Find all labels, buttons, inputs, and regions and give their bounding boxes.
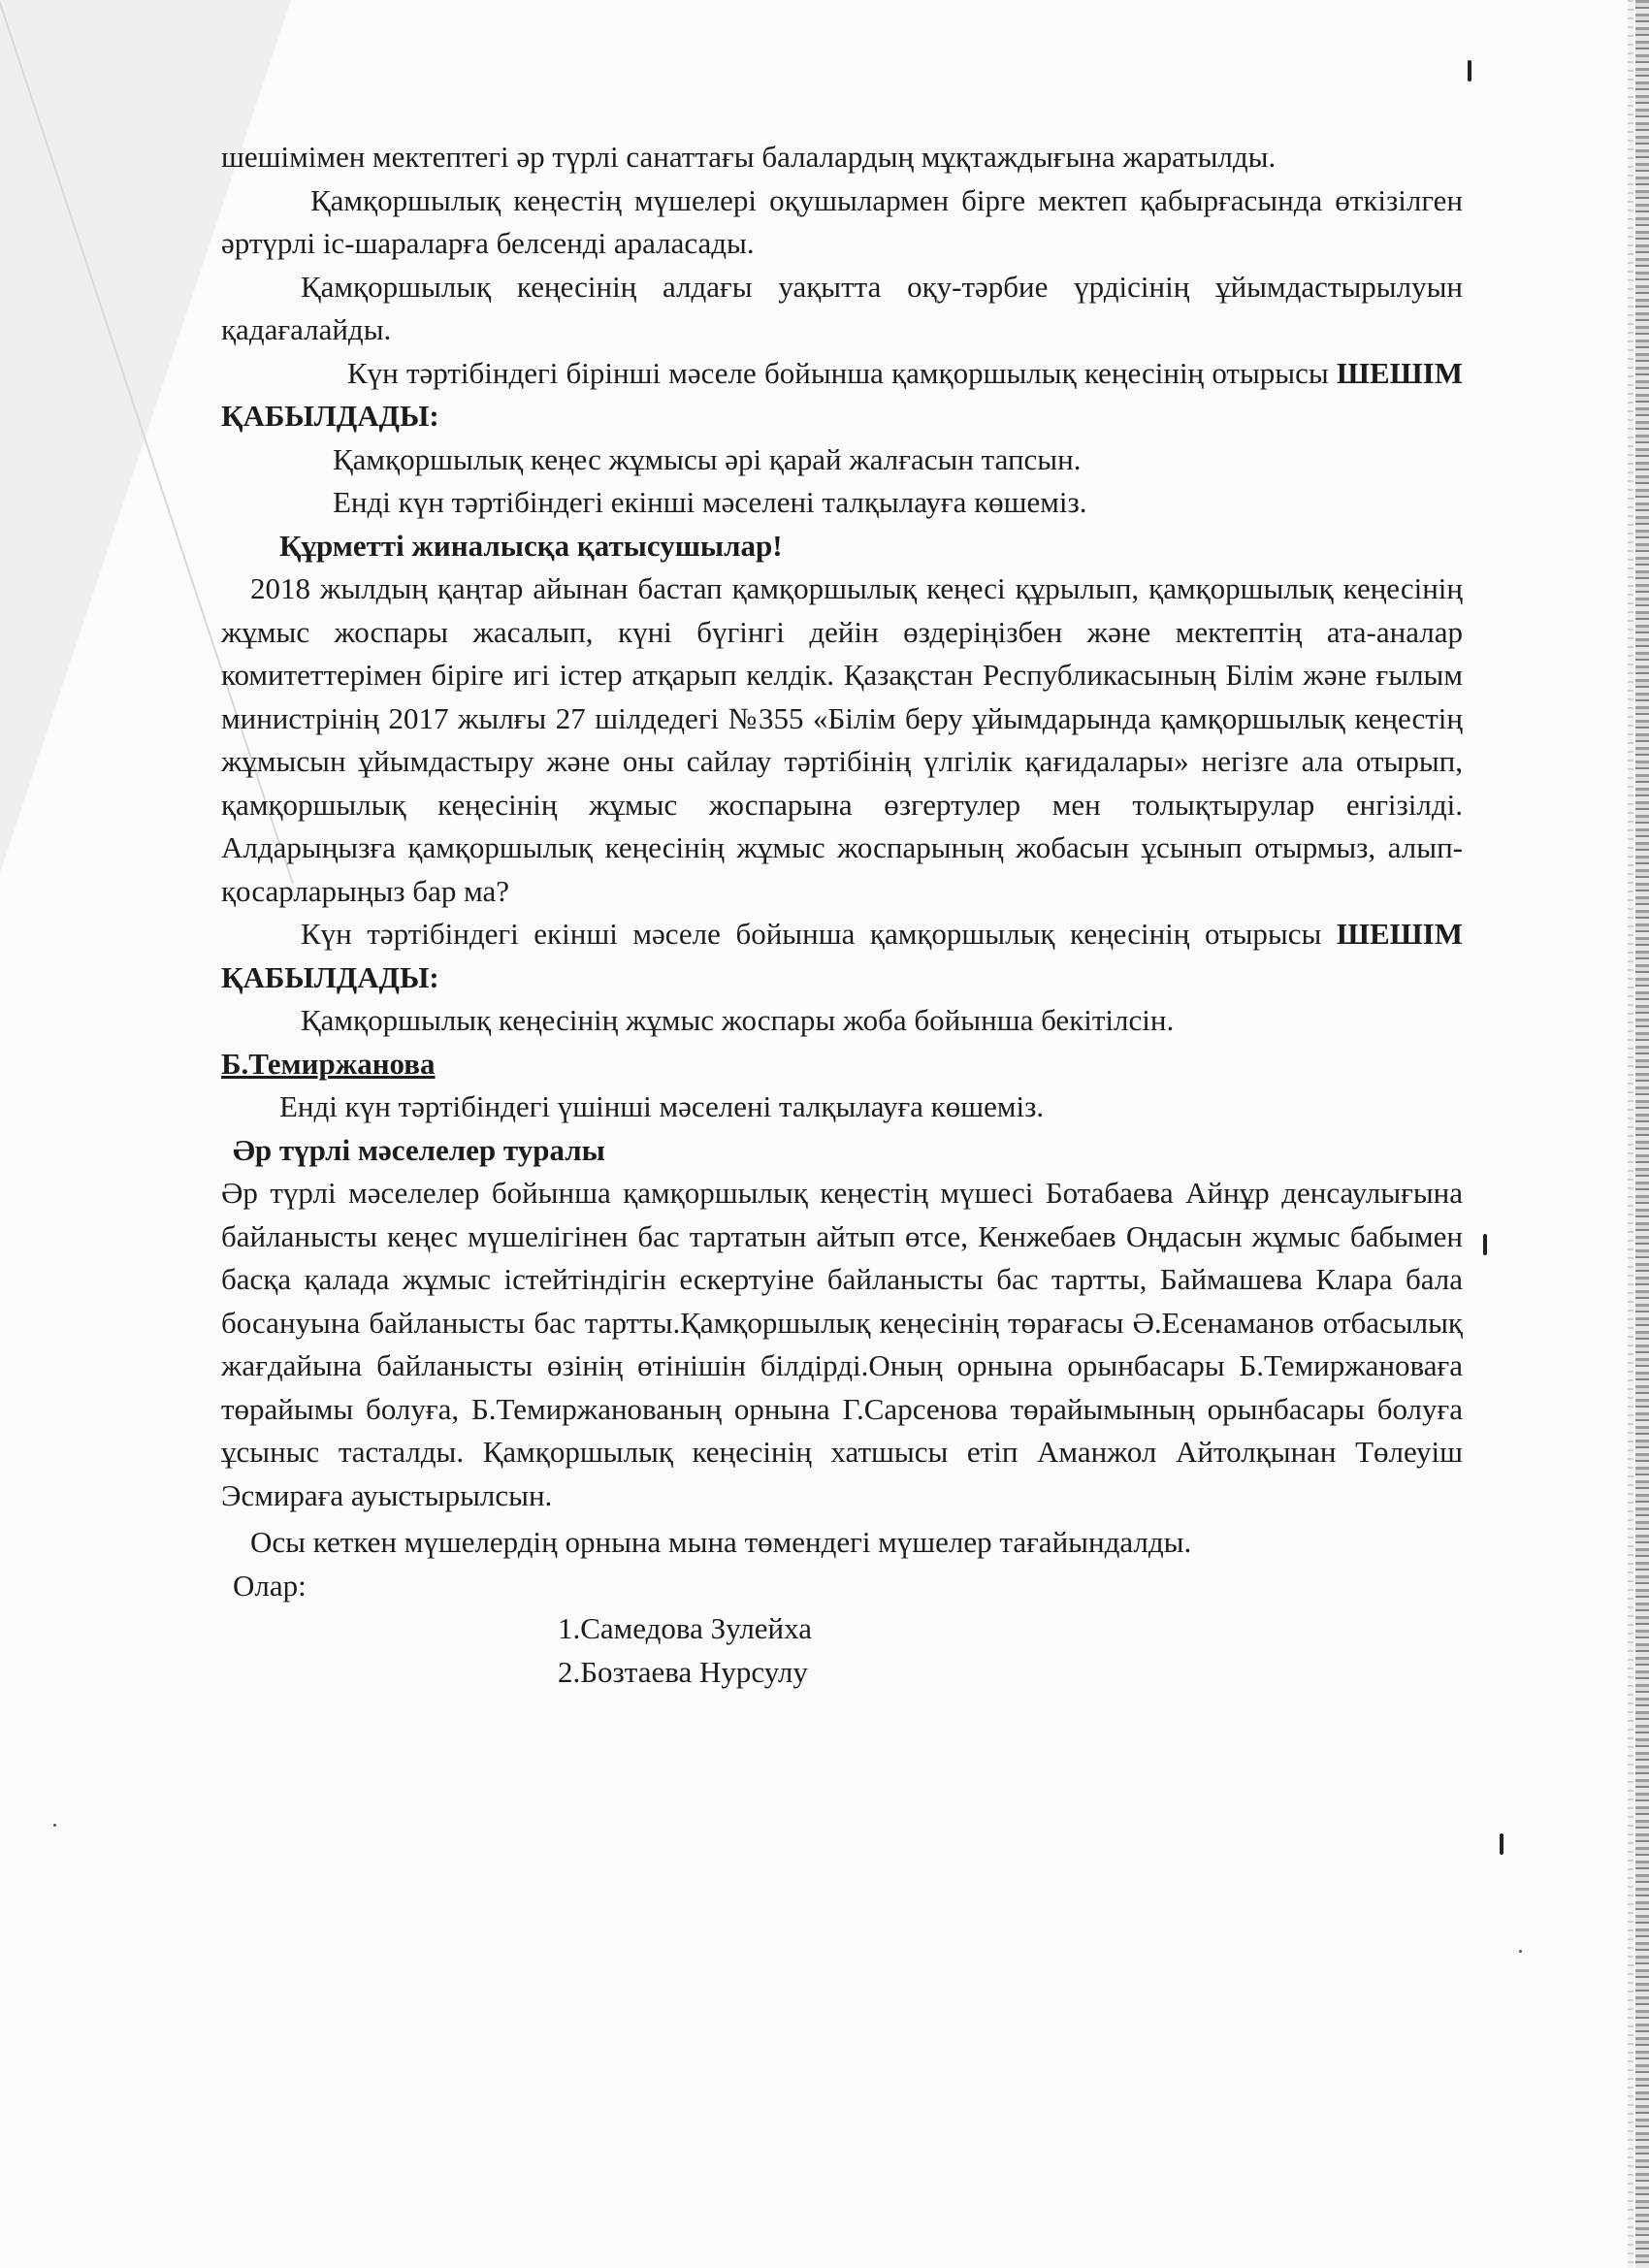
paragraph: 2018 жылдың қаңтар айынан бастап қамқоршылық кеңесі құрылып, қамқоршылық кеңесінің жұмыс жоспары жасалып, күні бүгінгі дейін өздеріңізбен және мектептің ата-аналар комитеттерімен біріге игі істер атқарып келдік. Қазақстан Республикасының Білім және ғылым министрінің 2017 жылғы 27 шілдедегі №355 «Білім беру ұйымдарында қамқоршылық кеңестің жұмысын ұйымдастыру және оны сайлау тәртібінің үлгілік қағидалары» негізге ала отырып, қамқоршылық кеңесінің жұмыс жоспарына өзгертулер мен толықтырулар енгізілді. Алдарыңызға қамқоршылық кеңесінің жұмыс жоспарының жобасын ұсынып отырмыз, алып-қосарларыңыз бар ма? (221, 571, 1463, 908)
scan-edge-artifact (1635, 0, 1649, 2268)
scan-speck (1500, 1833, 1504, 1855)
paragraph: Қамқоршылық кеңесінің алдағы уақытта оқу-тәрбие үрдісінің ұйымдастырылуын қадағалайды. (221, 269, 1463, 346)
paragraph: Осы кеткен мүшелердің орнына мына төмендегі мүшелер тағайындалды. (250, 1525, 1192, 1559)
paragraph: Енді күн тәртібіндегі екінші мәселені талқылауға көшеміз. (333, 485, 1087, 519)
paragraph: шешімімен мектептегі әр түрлі санаттағы балалардың мұқтаждығына жаратылды. (221, 140, 1277, 174)
paragraph-text: Күн тәртібіндегі бірінші мәселе бойынша қамқоршылық кеңесінің отырысы (347, 355, 1337, 390)
list-item: 2.Бозтаева Нурсулу (558, 1654, 808, 1689)
decision-heading: ШЕШІМ ҚАБЫЛДАДЫ: (221, 917, 1463, 994)
paragraph: Қамқоршылық кеңес жұмысы әрі қарай жалғасын тапсын. (333, 441, 1082, 476)
decision-heading: ШЕШІМ ҚАБЫЛДАДЫ: (221, 355, 1463, 433)
paragraph: Енді күн тәртібіндегі үшінші мәселені талқылауға көшеміз. (279, 1089, 1045, 1123)
document-page (221, 136, 1463, 1694)
speaker-name: Б.Темиржанова (221, 1046, 436, 1081)
scan-dot (53, 1824, 56, 1827)
scan-dot (1519, 1950, 1522, 1953)
paragraph: Әр түрлі мәселелер бойынша қамқоршылық кеңестің мүшесі Ботабаева Айнұр денсаулығына байланысты кеңес мүшелігінен бас тартатын айтып өтсе, Кенжебаев Оңдасын жұмыс бабымен басқа қалада жұмыс істейтіндігін ескертуіне байланысты бас тартты, Баймашева Клара бала босануына байланысты бас тартты.Қамқоршылық кеңесінің төрағасы Ә.Есенаманов отбасылық жағдайына байланысты өзінің өтінішін білдірді.Оның орнына орынбасары Б.Темиржановаға төрайымы болуға, Б.Темиржанованың орнына Г.Сарсенова төрайымының орынбасары болуға ұсыныс тасталды. Қамқоршылық кеңесінің хатшысы етіп Аманжол Айтолқынан Төлеуіш Эсмираға ауыстырылсын. (221, 1176, 1463, 1512)
scan-edge-artifact-inner (1628, 0, 1633, 2268)
section-heading: Әр түрлі мәселелер туралы (233, 1132, 605, 1167)
paragraph: Олар: (233, 1568, 307, 1603)
scan-speck (1483, 1234, 1487, 1255)
paragraph: Қамқоршылық кеңестің мүшелері оқушылармен бірге мектеп қабырғасында өткізілген әртүрлі іс-шараларға белсенді араласады. (221, 182, 1463, 260)
paragraph: Қамқоршылық кеңесінің жұмыс жоспары жоба бойынша бекітілсін. (301, 1003, 1175, 1037)
decision-paragraph (221, 913, 1463, 999)
scan-speck (1468, 60, 1471, 81)
decision-paragraph (221, 352, 1463, 438)
paragraph-text: Күн тәртібіндегі екінші мәселе бойынша қамқоршылық кеңесінің отырысы (301, 917, 1337, 951)
list-item: 1.Самедова Зулейха (558, 1611, 813, 1645)
greeting-heading: Құрметті жиналысқа қатысушылар! (279, 528, 783, 563)
